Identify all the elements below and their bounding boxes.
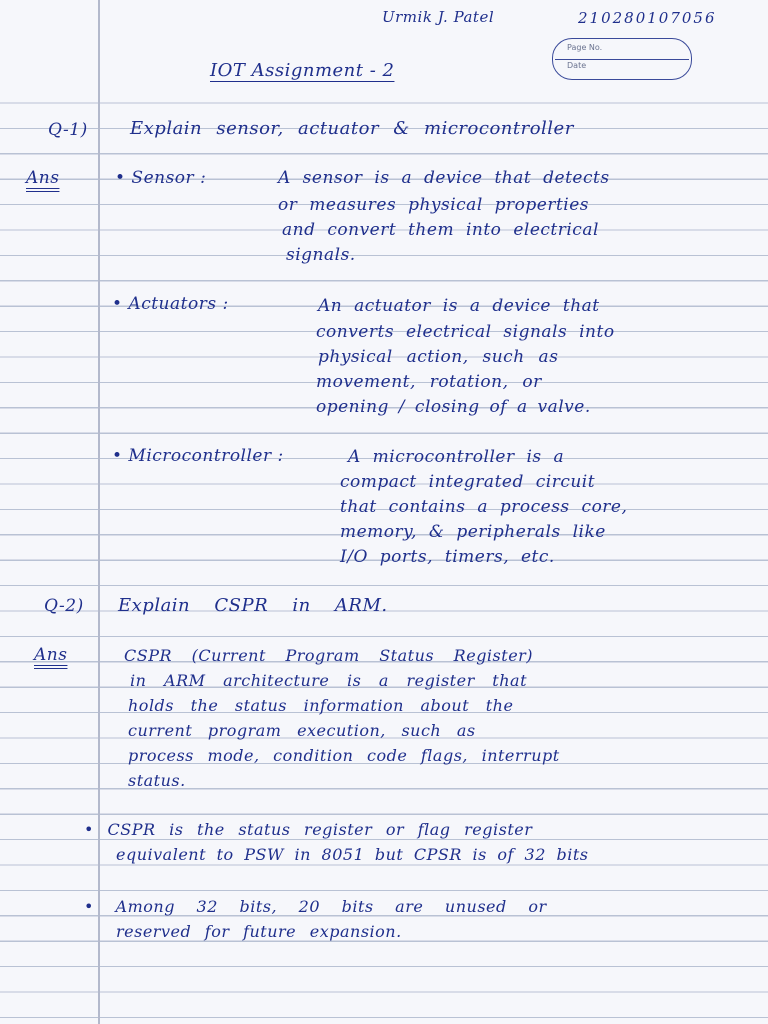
actuator-line-2: converts electrical signals into (316, 322, 615, 342)
actuator-term: • Actuators : (112, 294, 229, 314)
cspr-line-6: status. (128, 771, 186, 790)
q2-label: Q-2) (44, 596, 84, 616)
cspr-line-4: current program execution, such as (128, 721, 476, 740)
actuator-line-1: An actuator is a device that (318, 296, 600, 316)
cspr-line-5: process mode, condition code flags, interrupt (128, 746, 560, 765)
actuator-line-4: movement, rotation, or (316, 372, 542, 392)
bullet2-line-1: • CSPR is the status register or flag register (84, 820, 533, 839)
micro-line-3: that contains a process core, (340, 497, 628, 517)
margin-line (98, 0, 100, 1024)
actuator-line-3: physical action, such as (318, 347, 559, 367)
micro-line-1: A microcontroller is a (348, 447, 565, 467)
q2-question: Explain CSPR in ARM. (118, 595, 388, 616)
sensor-term: • Sensor : (115, 168, 207, 188)
date-label: Date (567, 61, 587, 70)
sensor-line-2: or measures physical properties (278, 195, 590, 215)
micro-line-4: memory, & peripherals like (340, 522, 606, 542)
cspr-line-2: in ARM architecture is a register that (130, 671, 528, 690)
bullet2-line-2: equivalent to PSW in 8051 but CPSR is of 32 bits (116, 845, 589, 864)
q1-ans-label: Ans (26, 168, 60, 188)
page-no-label: Page No. (567, 43, 603, 52)
student-name: Urmik J. Patel (382, 8, 495, 26)
micro-line-5: I/O ports, timers, etc. (340, 547, 555, 567)
cspr-line-1: CSPR (Current Program Status Register) (124, 646, 534, 665)
enrollment-number: 210280107056 (578, 9, 717, 27)
page-date-divider (555, 59, 689, 60)
q1-question: Explain sensor, actuator & microcontroller (130, 118, 574, 139)
actuator-line-5: opening / closing of a valve. (316, 397, 591, 417)
micro-line-2: compact integrated circuit (340, 472, 596, 492)
page-date-box (552, 38, 692, 80)
bullet3-line-1: • Among 32 bits, 20 bits are unused or (84, 897, 547, 916)
sensor-line-4: signals. (286, 245, 356, 265)
q1-label: Q-1) (48, 120, 88, 140)
sensor-line-1: A sensor is a device that detects (278, 168, 610, 188)
sensor-line-3: and convert them into electrical (282, 220, 599, 240)
bullet3-line-2: reserved for future expansion. (116, 922, 402, 941)
q2-ans-label: Ans (34, 645, 68, 665)
micro-term: • Microcontroller : (112, 446, 284, 466)
cspr-line-3: holds the status information about the (128, 696, 514, 715)
assignment-title: IOT Assignment - 2 (210, 60, 395, 81)
